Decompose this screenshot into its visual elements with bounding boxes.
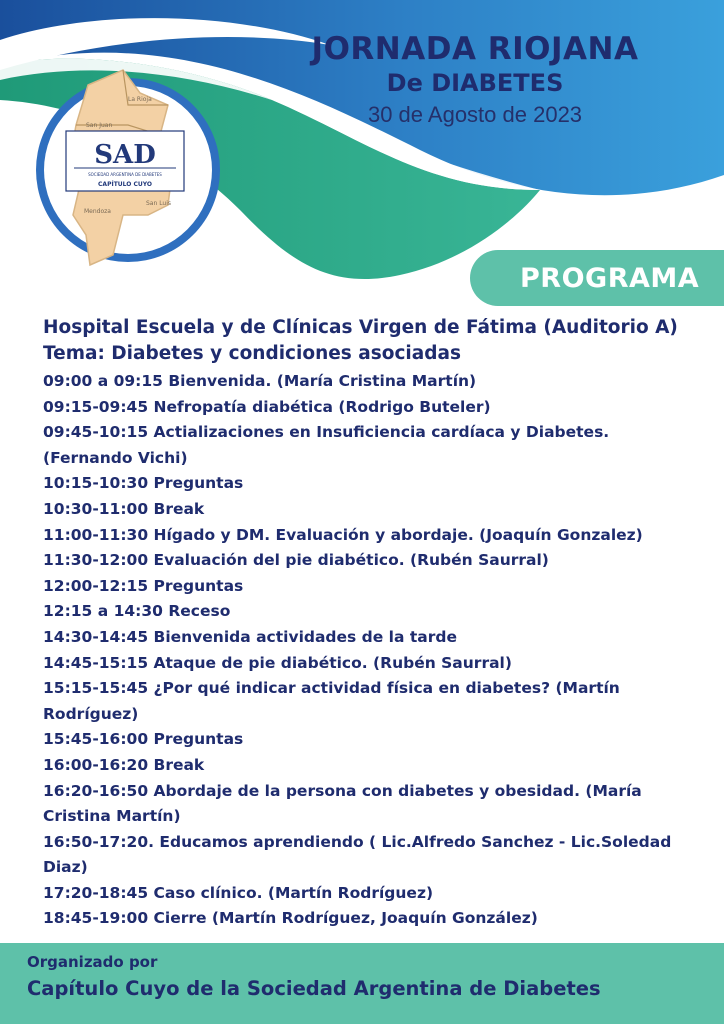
event-date: 30 de Agosto de 2023: [367, 102, 583, 127]
organized-by-label: Organizado por: [27, 953, 158, 971]
programa-banner: [470, 250, 724, 306]
schedule-item: 12:15 a 14:30 Receso: [43, 602, 231, 621]
svg-text:CAPÍTULO CUYO: CAPÍTULO CUYO: [98, 181, 152, 188]
svg-text:Mendoza: Mendoza: [84, 208, 111, 215]
svg-text:SOCIEDAD ARGENTINA DE DIABETES: SOCIEDAD ARGENTINA DE DIABETES: [88, 172, 162, 177]
schedule-item: 15:45-16:00 Preguntas: [43, 730, 244, 749]
svg-text:San Luis: San Luis: [146, 200, 172, 207]
programa-label: PROGRAMA: [520, 262, 700, 294]
schedule-item: 16:50-17:20. Educamos aprendiendo ( Lic.Alfredo Sanchez - Lic.Soledad Diaz): [43, 832, 672, 877]
schedule-item: 12:00-12:15 Preguntas: [43, 576, 244, 595]
topic-heading: Tema: Diabetes y condiciones asociadas: [43, 343, 461, 364]
schedule-item: 11:30-12:00 Evaluación del pie diabético. (Rubén Saurral): [43, 551, 549, 570]
schedule-item: 10:15-10:30 Preguntas: [43, 474, 244, 493]
footer-organizer-band: [0, 943, 724, 1024]
schedule-item: 09:45-10:15 Actializaciones en Insuficiencia cardíaca y Diabetes. (Fernando Vichi): [43, 423, 610, 467]
schedule-item: 15:15-15:45 ¿Por qué indicar actividad física en diabetes? (Martín Rodríguez): [43, 679, 620, 723]
schedule-item: 16:20-16:50 Abordaje de la persona con diabetes y obesidad. (María Cristina Martín): [43, 781, 642, 826]
svg-text:SAD: SAD: [94, 140, 156, 170]
event-subtitle: De DIABETES: [386, 69, 564, 97]
schedule-item: 14:30-14:45 Bienvenida actividades de la tarde: [43, 627, 457, 646]
organizer-name: Capítulo Cuyo de la Sociedad Argentina de Diabetes: [27, 977, 601, 1000]
schedule-item: 09:00 a 09:15 Bienvenida. (María Cristina Martín): [43, 372, 477, 390]
event-title-block: [300, 30, 650, 132]
schedule-item: 10:30-11:00 Break: [43, 499, 205, 518]
schedule-item: 09:15-09:45 Nefropatía diabética (Rodrigo Buteler): [43, 397, 491, 416]
schedule-item: 14:45-15:15 Ataque de pie diabético. (Rubén Saurral): [43, 653, 512, 672]
schedule-item: 16:00-16:20 Break: [43, 755, 205, 774]
schedule-list: [43, 369, 693, 932]
svg-text:San Juan: San Juan: [86, 122, 113, 129]
venue-heading: Hospital Escuela y de Clínicas Virgen de Fátima (Auditorio A): [43, 317, 678, 338]
schedule-item: 11:00-11:30 Hígado y DM. Evaluación y abordaje. (Joaquín Gonzalez): [43, 525, 643, 544]
event-title: JORNADA RIOJANA: [311, 31, 639, 67]
program-content: [43, 315, 693, 932]
svg-text:La Rioja: La Rioja: [128, 96, 152, 103]
sad-cuyo-logo: [28, 65, 228, 277]
schedule-item: 18:45-19:00 Cierre (Martín Rodríguez, Joaquín González): [43, 909, 538, 928]
schedule-item: 17:20-18:45 Caso clínico. (Martín Rodríguez): [43, 883, 434, 902]
